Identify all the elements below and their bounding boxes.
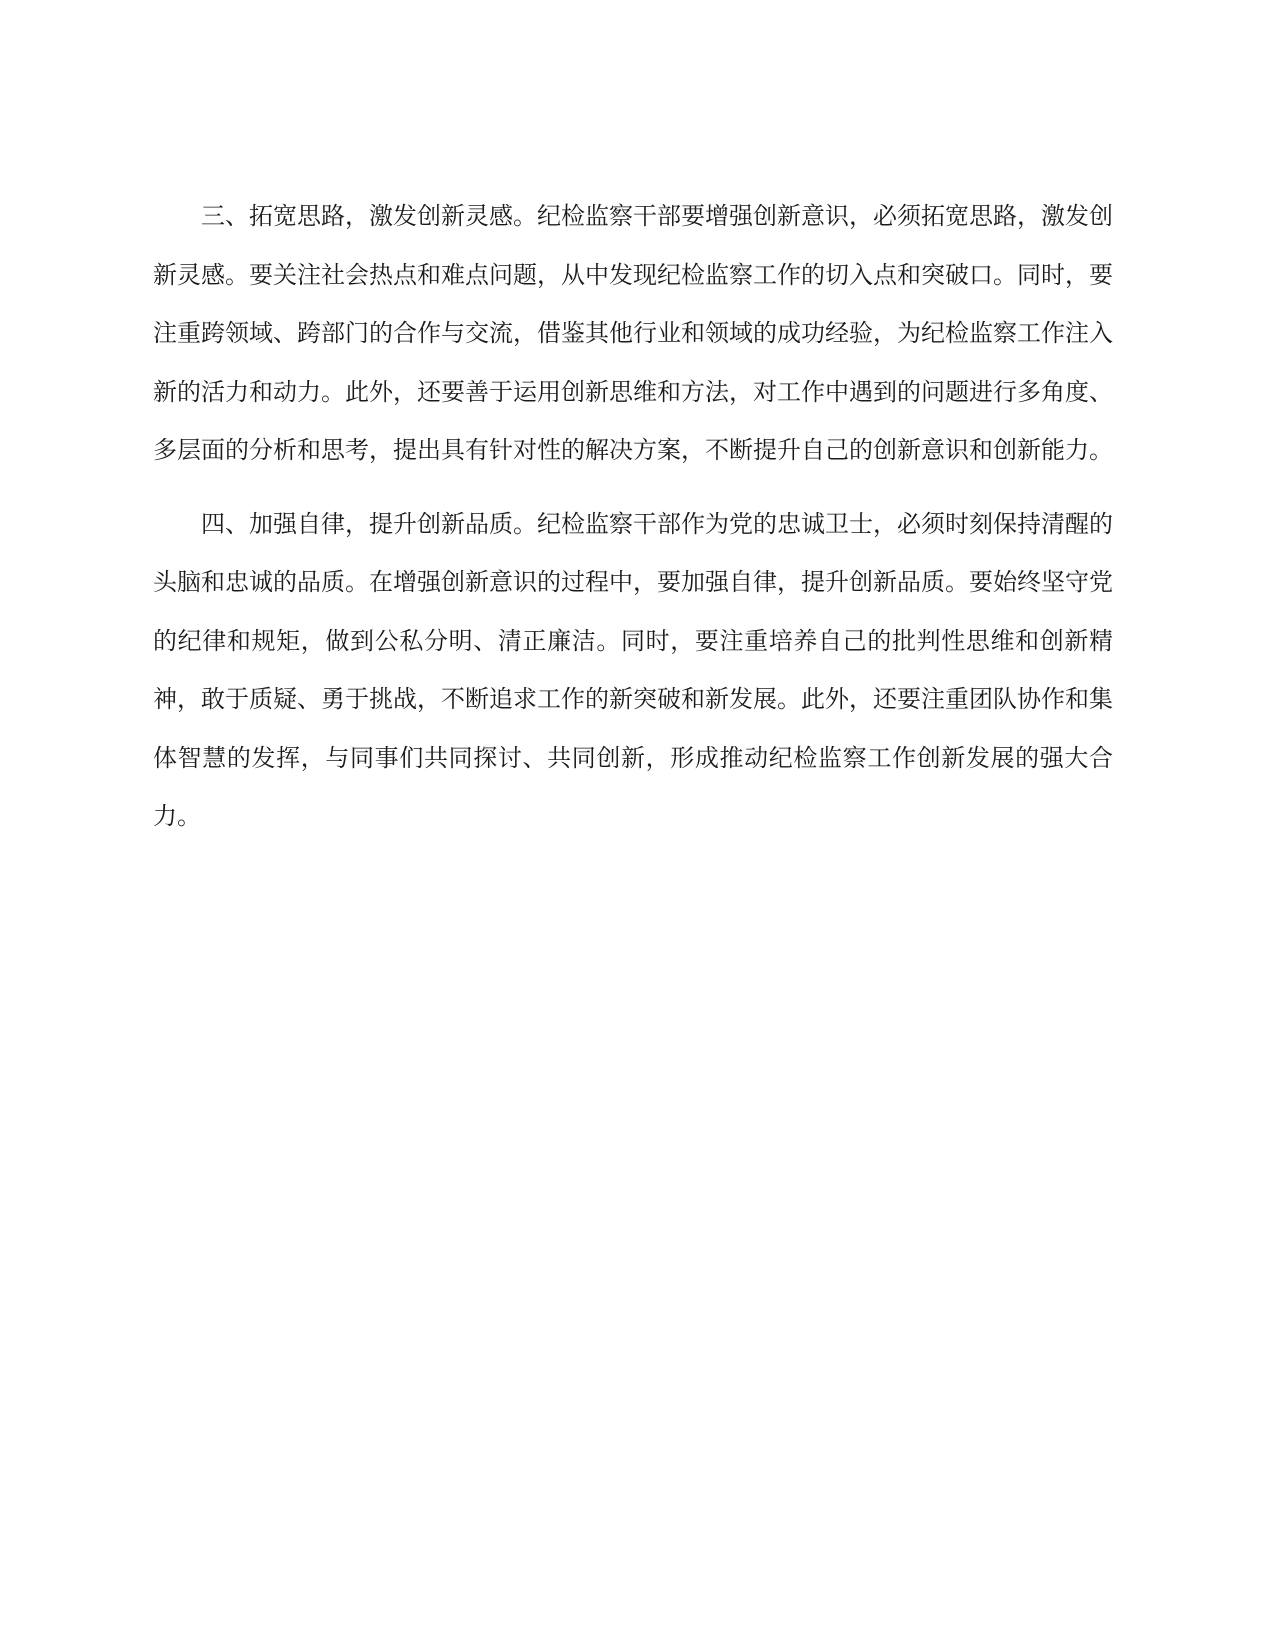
paragraph-self-discipline: 四、加强自律，提升创新品质。纪检监察干部作为党的忠诚卫士，必须时刻保持清醒的头脑和忠诚的品质。在增强创新意识的过程中，要加强自律，提升创新品质。要始终坚守党的纪律和规矩，做到公私分明、清正廉洁。同时，要注重培养自己的批判性思维和创新精神，敢于质疑、勇于挑战，不断追求工作的新突破和新发展。此外，还要注重团队协作和集体智慧的发挥，与同事们共同探讨、共同创新，形成推动纪检监察工作创新发展的强大合力。 [153,509,1113,830]
paragraph-broaden-thinking: 三、拓宽思路，激发创新灵感。纪检监察干部要增强创新意识，必须拓宽思路，激发创新灵感。要关注社会热点和难点问题，从中发现纪检监察工作的切入点和突破口。同时，要注重跨领域、跨部门的合作与交流，借鉴其他行业和领域的成功经验，为纪检监察工作注入新的活力和动力。此外，还要善于运用创新思维和方法，对工作中遇到的问题进行多角度、多层面的分析和思考，提出具有针对性的解决方案，不断提升自己的创新意识和创新能力。 [153,202,1113,464]
document-body [153,187,1113,846]
